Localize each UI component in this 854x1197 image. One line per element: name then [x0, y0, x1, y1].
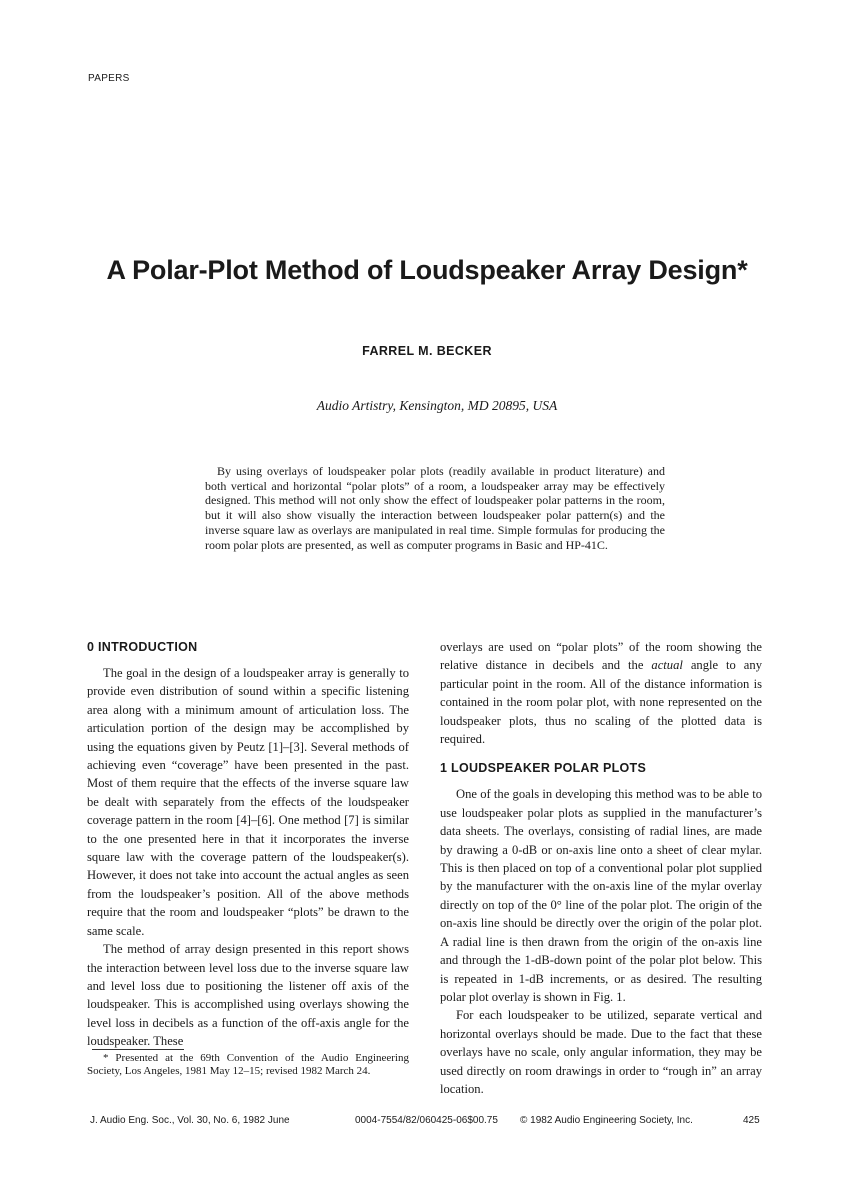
running-header: PAPERS: [88, 73, 130, 84]
introduction-paragraph: The method of array design presented in this report shows the interaction between level loss due to the inverse square law and level loss due to positioning the listener off axis of the loudspeaker. This is accomplished using overlays showing the level loss in decibels as a function of the off-axis angle for the loudspeaker. These: [87, 942, 409, 1049]
footnote-rule: [92, 1049, 184, 1050]
emphasis-actual: actual: [651, 658, 683, 673]
introduction-paragraph-continued: [440, 638, 762, 748]
page-number: 425: [743, 1115, 760, 1126]
polar-plots-paragraph: For each loudspeaker to be utilized, separate vertical and horizontal overlays should be made. Due to the fact that these overlays have no scale, only angular information, they may be used directly on room drawings in order to “rough in” an array location.: [440, 1008, 762, 1096]
paper-title: A Polar-Plot Method of Loudspeaker Array Design*: [106, 255, 748, 285]
author-name: FARREL M. BECKER: [362, 344, 492, 358]
author-affiliation: Audio Artistry, Kensington, MD 20895, USA: [316, 398, 558, 413]
introduction-paragraph: The goal in the design of a loudspeaker array is generally to provide even distribution of sound within a specific listening area along with a minimum amount of articulation loss. The articulation portion of the design may be accomplished by using the equations given by Peutz [1]–[3]. Several methods of achieving even “coverage” have been presented in the past. Most of them require that the effects of the inverse square law be dealt with separately from the effects of the loudspeaker coverage pattern in the room [4]–[6]. One method [7] is similar to the one presented here in that it incorporates the inverse square law with the coverage pattern of the loudspeaker(s). However, it does not take into account the actual angles as seen from the loudspeaker’s position. All of the above methods require that the room and loudspeaker “plots” be drawn to the same scale.: [87, 666, 409, 938]
text-run: angle to any particular point in the room. All of the distance information is contained in the room polar plot, with none represented on the loudspeaker plots, thus no scaling of the plotted data is required.: [440, 658, 762, 747]
footer-article-code: 0004-7554/82/060425-06$00.75: [355, 1115, 498, 1126]
footnote: * Presented at the 69th Convention of the Audio Engineering Society, Los Angeles, 1981 May 12–15; revised 1982 March 24.: [87, 1052, 409, 1077]
left-column: [87, 638, 409, 1051]
abstract: By using overlays of loudspeaker polar plots (readily available in product literature) and both vertical and horizontal “polar plots” of a room, a loudspeaker array may be effectively designed. This method will not only show the effect of loudspeaker polar patterns in the room, but it will also show visually the interaction between loudspeaker polar pattern(s) and the inverse square law as overlays are manipulated in real time. Simple formulas for producing the room polar plots are presented, as well as computer programs in Basic and HP-41C.: [205, 464, 665, 552]
text-run: overlays are used on “polar plots” of the room showing the relative distance in decibels and the: [440, 640, 762, 673]
right-column: [440, 638, 762, 1098]
footer-copyright: © 1982 Audio Engineering Society, Inc.: [520, 1115, 693, 1126]
footer-journal-citation: J. Audio Eng. Soc., Vol. 30, No. 6, 1982 June: [90, 1115, 290, 1126]
polar-plots-heading: 1 LOUDSPEAKER POLAR PLOTS: [440, 761, 647, 776]
polar-plots-paragraph: One of the goals in developing this method was to be able to use loudspeaker polar plots as supplied in the manufacturer’s data sheets. The overlays, consisting of radial lines, are made by drawing a 0-dB or on-axis line onto a sheet of clear mylar. This is then placed on top of a conventional polar plot supplied by the manufacturer with the on-axis line of the mylar overlay directly on top of the 0° line of the polar plot. The origin of the on-axis line should be directly over the origin of the polar plot. A radial line is then drawn from the origin of the on-axis line and through the 1-dB-down point of the polar plot below. This is repeated in 1-dB increments, or as desired. The resulting polar plot overlay is shown in Fig. 1.: [440, 787, 762, 1004]
introduction-heading: 0 INTRODUCTION: [87, 640, 198, 654]
